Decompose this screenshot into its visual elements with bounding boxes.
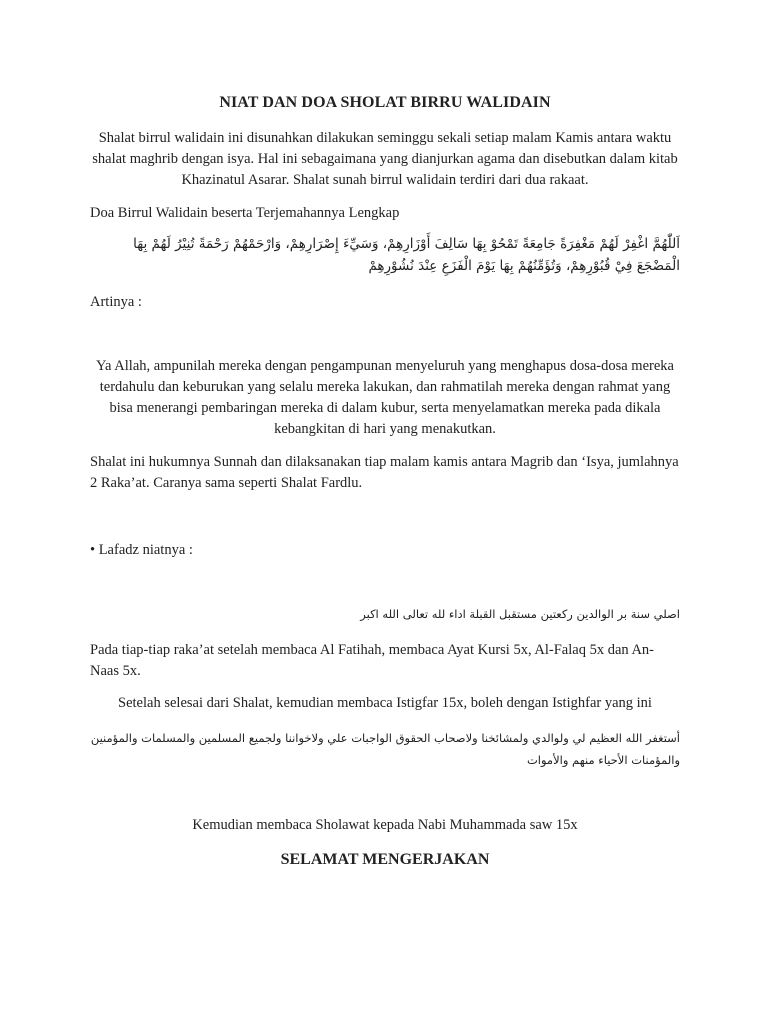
intro-paragraph: Shalat birrul walidain ini disunahkan dilakukan seminggu sekali setiap malam Kamis antara waktu shalat maghrib dengan isya. Hal ini sebagaimana yang dianjurkan agama dan disebutkan dalam kitab Khazinatul Asarar. Shalat sunah birrul walidain terdiri dari dua rakaat. [92,130,678,188]
istighfar-arabic-text: أستغفر الله العظيم لي ولوالدي ولمشائخنا ولاصحاب الحقوق الواجبات علي ولاخواننا ولجميع المسلمين والمسلمات والمؤمنين والمؤمنات الأحياء منهم والأموات [90,731,680,767]
document-title: NIAT DAN DOA SHOLAT BIRRU WALIDAIN [219,94,551,111]
closing-heading: SELAMAT MENGERJAKAN [280,851,490,868]
lafadz-label: • Lafadz niatnya : [90,542,193,558]
doa-arabic-text: اَللّٰهُمَّ اغْفِرْ لَهُمْ مَغْفِرَةً جَامِعَةً تَمْحُوْ بِهَا سَالِفَ أَوْزَارِهِمْ، وَسَيِّءَ إِصْرَارِهِمْ، وَارْحَمْهُمْ رَحْمَةً تُنِيْرُ لَهُمْ بِهَا الْمَضْجَعَ فِيْ قُبُوْرِهِمْ، وَتُؤَمِّنُهُمْ بِهَا يَوْمَ الْفَزَعِ عِنْدَ نُشُوْرِهِمْ [133,236,680,274]
translation-paragraph: Ya Allah, ampunilah mereka dengan pengampunan menyeluruh yang menghapus dosa-dosa mereka terdahulu dan keburukan yang selalu mereka lakukan, dan rahmatilah mereka dengan rahmat yang bisa menerangi pembaringan mereka di dalam kubur, serta menyelamatkan mereka pada dikala kebangkitan di hari yang menakutkan. [96,358,674,437]
doa-heading: Doa Birrul Walidain beserta Terjemahannya Lengkap [90,205,400,221]
niat-arabic-text: اصلي سنة بر الوالدين ركعتين مستقبل القبلة اداء لله تعالى الله اكبر [360,607,680,621]
setelah-shalat-paragraph: Setelah selesai dari Shalat, kemudian membaca Istigfar 15x, boleh dengan Istighfar yang ini [118,695,652,711]
sholawat-instruction: Kemudian membaca Sholawat kepada Nabi Muhammada saw 15x [192,817,578,833]
artinya-label: Artinya : [90,294,142,310]
hukum-paragraph: Shalat ini hukumnya Sunnah dan dilaksanakan tiap malam kamis antara Magrib dan ‘Isya, jumlahnya 2 Raka’at. Caranya sama seperti Shalat Fardlu. [90,454,679,491]
bacaan-paragraph: Pada tiap-tiap raka’at setelah membaca Al Fatihah, membaca Ayat Kursi 5x, Al-Falaq 5x dan An-Naas 5x. [90,642,654,679]
